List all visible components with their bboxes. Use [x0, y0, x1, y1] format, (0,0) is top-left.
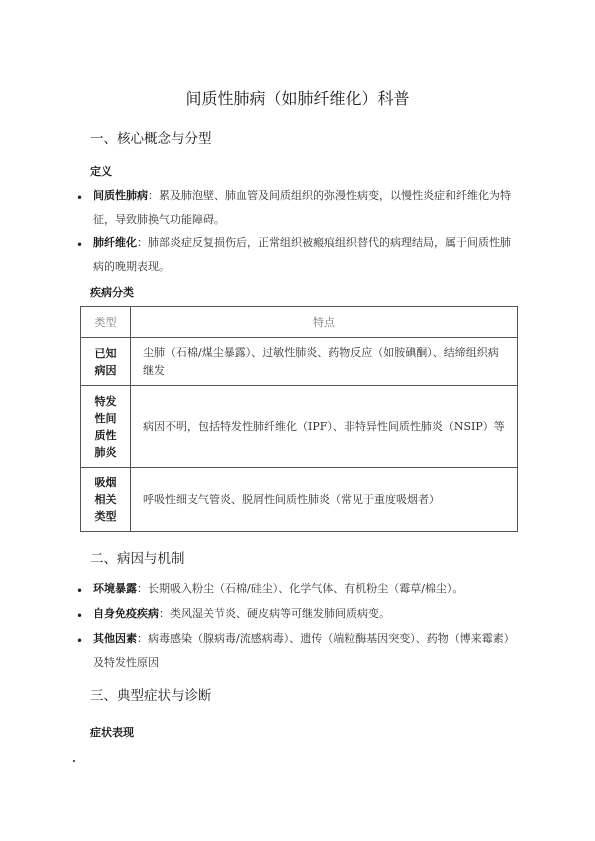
column-header-type: 类型: [81, 307, 131, 338]
cause-term: 其他因素: [93, 632, 137, 645]
row-type-cell: 吸烟相关类型: [81, 468, 131, 532]
table-row: [81, 386, 518, 468]
definition-text: ：肺部炎症反复损伤后，正常组织被瘢痕组织替代的病理结局，属于间质性肺病的晚期表现。: [93, 236, 511, 273]
bullet: •: [76, 584, 84, 598]
section1-heading: 一、核心概念与分型: [90, 131, 212, 147]
cause-item-autoimmune: [93, 602, 511, 626]
cause-term: 环境暴露: [93, 582, 137, 595]
cause-text: ：类风湿关节炎、硬皮病等可继发肺间质病变。: [159, 607, 390, 620]
row-type-cell: 特发性间质性肺炎: [81, 386, 131, 468]
bullet: •: [76, 634, 84, 648]
definition-item-fibrosis: [93, 231, 511, 279]
row-type-cell: 已知病因: [81, 338, 131, 386]
bullet: •: [76, 238, 84, 252]
row-features-cell: 病因不明，包括特发性肺纤维化（IPF）、非特异性间质性肺炎（NSIP）等: [131, 386, 518, 468]
definition-term: 间质性肺病: [93, 189, 148, 202]
definition-term: 肺纤维化: [93, 236, 137, 249]
section2-heading: 二、病因与机制: [90, 551, 185, 567]
page-title: 间质性肺病（如肺纤维化）科普: [185, 89, 410, 108]
column-header-features: 特点: [131, 307, 518, 338]
definition-item-interstitial: [93, 184, 511, 232]
table-row: [81, 468, 518, 532]
cause-term: 自身免疫疾病: [93, 607, 159, 620]
table-row: [81, 338, 518, 386]
section3-heading: 三、典型症状与诊断: [90, 688, 212, 704]
row-features-cell: 尘肺（石棉/煤尘暴露）、过敏性肺炎、药物反应（如胺碘酮）、结缔组织病继发: [131, 338, 518, 386]
classification-table: [80, 306, 518, 532]
cause-text: ：病毒感染（腺病毒/流感病毒）、遗传（端粒酶基因突变）、药物（博来霉素）及特发性原因: [93, 632, 510, 669]
cause-item-other: [93, 627, 511, 675]
classification-heading: 疾病分类: [90, 286, 134, 299]
definition-heading: 定义: [90, 165, 112, 178]
row-features-cell: 呼吸性细支气管炎、脱屑性间质性肺炎（常见于重度吸烟者）: [131, 468, 518, 532]
bullet: •: [76, 609, 84, 623]
definition-text: ：累及肺泡壁、肺血管及间质组织的弥漫性病变，以慢性炎症和纤维化为特征，导致肺换气功能障碍。: [93, 189, 511, 226]
symptoms-heading: 症状表现: [90, 726, 134, 739]
table-header-row: [81, 307, 518, 338]
bullet: •: [76, 191, 84, 205]
page-mark: [73, 760, 75, 762]
cause-text: ：长期吸入粉尘（石棉/硅尘）、化学气体、有机粉尘（霉草/棉尘）。: [137, 582, 464, 595]
cause-item-environment: [93, 577, 511, 601]
